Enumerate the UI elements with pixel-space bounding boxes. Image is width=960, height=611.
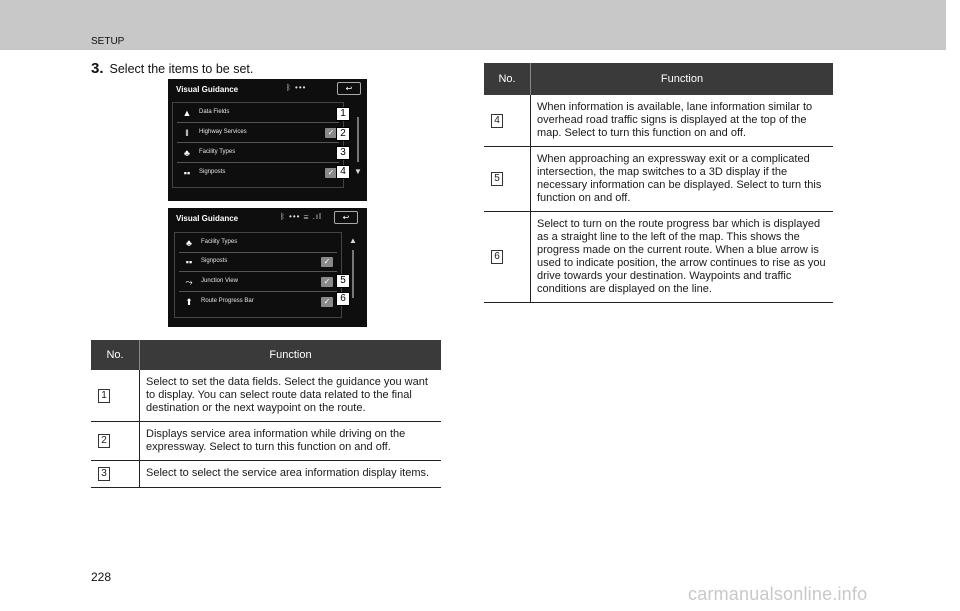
section-header — [0, 0, 946, 50]
screen-title: Visual Guidance — [176, 214, 239, 223]
function-table-right — [484, 63, 833, 303]
row-number-cell — [484, 212, 531, 303]
col-header-function: Function — [140, 340, 442, 370]
screenshot-visual-guidance-2 — [168, 208, 367, 327]
facility-types-icon: ♣ — [186, 238, 192, 248]
list-item-route-progress-bar[interactable] — [179, 294, 337, 311]
list-item-signposts[interactable] — [179, 254, 337, 272]
signposts-icon: ▪▪ — [185, 257, 193, 267]
row-function-text: Displays service area information while driving on the expressway. Select to turn this function on and off. — [140, 422, 442, 461]
col-header-function: Function — [531, 63, 834, 95]
section-title: SETUP — [91, 36, 125, 47]
list-item-signposts[interactable] — [177, 165, 339, 182]
list-item-facility-types[interactable] — [179, 235, 337, 253]
list-item-label: Route Progress Bar — [201, 298, 254, 304]
step-text: Select the items to be set. — [109, 62, 254, 76]
callout-3: 3 — [336, 146, 350, 160]
row-function-text: When approaching an expressway exit or a complicated intersection, the map switches to a 3D display if the necessary information can be displayed. Select to turn this function on and off. — [531, 147, 834, 212]
scrollbar[interactable] — [357, 117, 359, 162]
back-button[interactable]: ↩ — [337, 82, 361, 95]
table-row — [484, 95, 833, 147]
table-row — [91, 422, 441, 461]
highway-services-icon: ‖ — [185, 128, 189, 138]
settings-list — [174, 232, 342, 318]
number-box: 2 — [98, 434, 110, 448]
table-row — [484, 212, 833, 303]
callout-2: 2 — [336, 127, 350, 141]
row-function-text: Select to select the service area information display items. — [140, 461, 442, 488]
signposts-icon: ▪▪ — [183, 168, 191, 178]
scroll-down-icon[interactable]: ▼ — [354, 167, 362, 176]
callout-1: 1 — [336, 107, 350, 121]
list-item-label: Signposts — [201, 258, 228, 264]
status-icons: ᛒ ••• ☰ .ıl — [280, 212, 322, 221]
list-item-label: Junction View — [201, 278, 238, 284]
number-box: 5 — [491, 172, 503, 186]
row-function-text: Select to set the data fields. Select the guidance you want to display. You can select route data related to the final destination or the next waypoint on the route. — [140, 370, 442, 422]
list-item-highway-services[interactable] — [177, 125, 339, 143]
row-number-cell — [484, 147, 531, 212]
checkbox-checked[interactable]: ✓ — [321, 257, 333, 267]
table-row — [91, 461, 441, 488]
settings-list — [172, 102, 344, 188]
facility-types-icon: ♣ — [184, 148, 190, 158]
row-function-text: Select to turn on the route progress bar which is displayed as a straight line to the left of the map. This shows the progress made on the current route. When a blue arrow is used to indicate position, the arrow continues to rise as you drive towards your destination. Waypoints and traffic conditions are displayed on the line. — [531, 212, 834, 303]
list-item-label: Data Fields — [199, 109, 230, 115]
col-header-no: No. — [484, 63, 531, 95]
screenshot-visual-guidance-1 — [168, 79, 367, 201]
watermark: carmanualsonline.info — [688, 584, 868, 604]
scrollbar[interactable] — [352, 250, 354, 298]
checkbox-checked[interactable]: ✓ — [325, 128, 337, 138]
status-icons: ᛒ ••• — [286, 83, 307, 92]
table-row — [484, 147, 833, 212]
list-item-data-fields[interactable] — [177, 105, 339, 123]
list-item-label: Highway Services — [199, 129, 247, 135]
checkbox-checked[interactable]: ✓ — [325, 168, 337, 178]
checkbox-checked[interactable]: ✓ — [321, 277, 333, 287]
step-instruction — [91, 60, 253, 77]
route-progress-icon: ⬆ — [185, 297, 193, 307]
callout-4: 4 — [336, 165, 350, 179]
list-item-label: Facility Types — [201, 239, 238, 245]
row-number-cell — [91, 370, 140, 422]
list-item-label: Facility Types — [199, 149, 236, 155]
list-item-junction-view[interactable] — [179, 274, 337, 292]
number-box: 4 — [491, 114, 503, 128]
checkbox-checked[interactable]: ✓ — [321, 297, 333, 307]
step-number: 3. — [91, 60, 104, 77]
road-icon: ▲ — [182, 108, 192, 118]
callout-6: 6 — [336, 292, 350, 306]
number-box: 3 — [98, 467, 110, 481]
scroll-up-icon[interactable]: ▲ — [349, 236, 357, 245]
callout-5: 5 — [336, 274, 350, 288]
screen-title: Visual Guidance — [176, 85, 239, 94]
function-table-left — [91, 340, 441, 488]
list-item-label: Signposts — [199, 169, 226, 175]
back-button[interactable]: ↩ — [334, 211, 358, 224]
row-function-text: When information is available, lane information similar to overhead road traffic signs is displayed at the top of the map. Select to turn this function on and off. — [531, 95, 834, 147]
number-box: 6 — [491, 250, 503, 264]
col-header-no: No. — [91, 340, 140, 370]
number-box: 1 — [98, 389, 110, 403]
row-number-cell — [91, 461, 140, 488]
row-number-cell — [91, 422, 140, 461]
page-number: 228 — [91, 570, 112, 584]
list-item-facility-types[interactable] — [177, 145, 339, 163]
junction-view-icon: ⤳ — [185, 277, 193, 287]
table-row — [91, 370, 441, 422]
row-number-cell — [484, 95, 531, 147]
